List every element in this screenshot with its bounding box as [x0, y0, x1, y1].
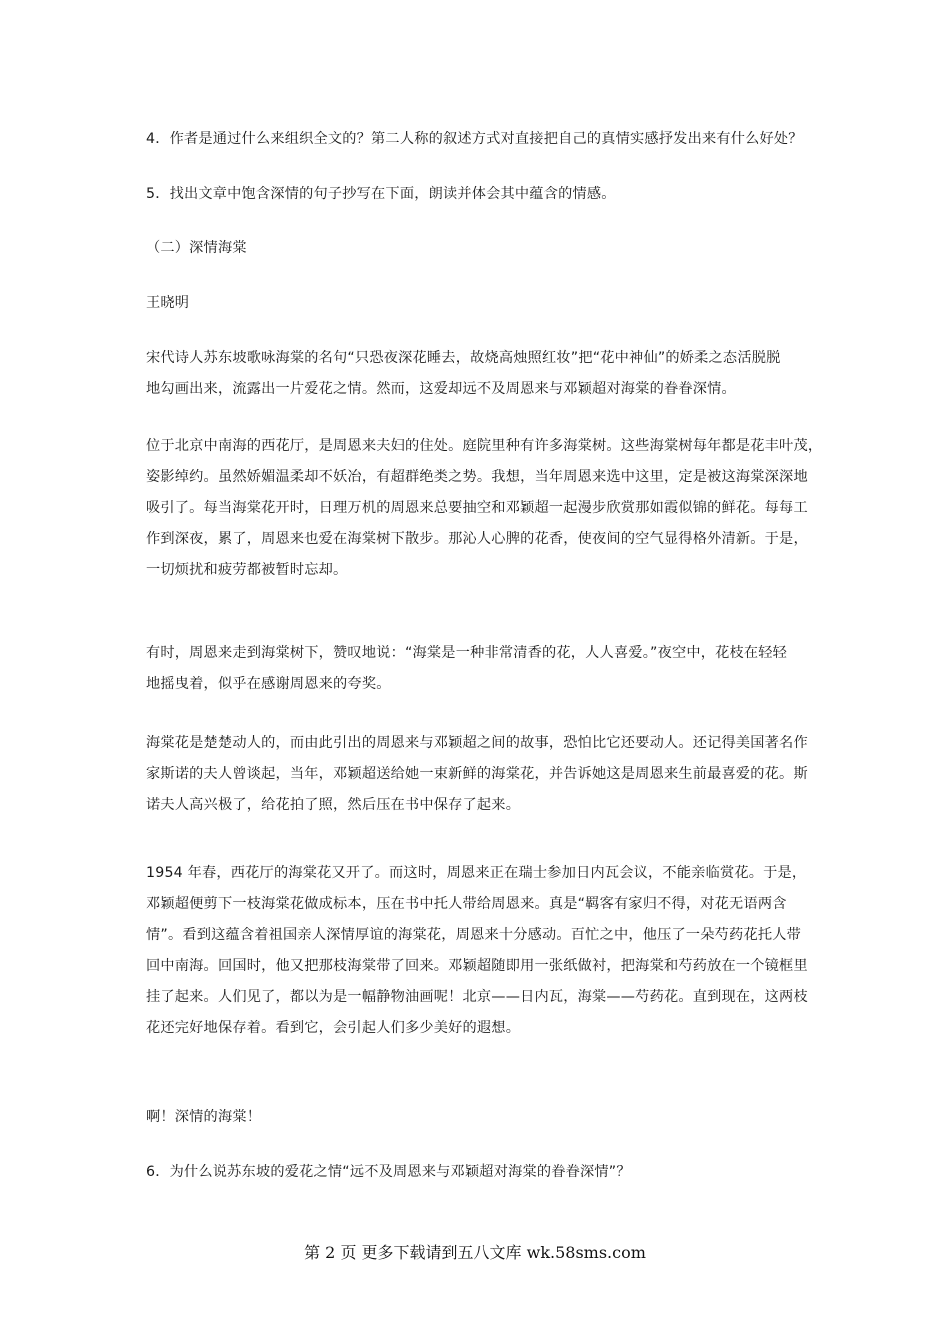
section-title: （二）深情海棠 — [146, 240, 247, 256]
paragraph-3: 有时，周恩来走到海棠树下，赞叹地说：“海棠是一种非常清香的花，人人喜爱。”夜空中，花枝在轻轻 地摇曳着，似乎在感谢周恩来的夸奖。 — [146, 645, 788, 692]
question-5: 5．找出文章中饱含深情的句子抄写在下面，朗读并体会其中蕴含的情感。 — [146, 186, 616, 202]
paragraph-5: 1954 年春，西花厅的海棠花又开了。而这时，周恩来正在瑞士参加日内瓦会议，不能亲临赏花。于是， 邓颖超便剪下一枝海棠花做成标本，压在书中托人带给周恩来。真是“羁客有家归不得，对花无语两含 情”。看到这蕴含着祖国亲人深情厚谊的海棠花，周恩来十分感动。百忙之中，他压了一朵芍药花托人带 回中南海。回国时，他又把那枝海棠带了回来。邓颖超随即用一张纸做衬，把海棠和芍药放在一个镜框里 挂了起来。人们见了，都以为是一幅静物油画呢！北京——日内瓦，海棠——芍药花。直到现在，这两枝 花还完好地保存着。看到它，会引起人们多少美好的遐想。 — [146, 865, 808, 1036]
paragraph-6: 啊！深情的海棠！ — [146, 1109, 262, 1125]
paragraph-2: 位于北京中南海的西花厅，是周恩来夫妇的住处。庭院里种有许多海棠树。这些海棠树每年都是花丰叶茂， 姿影绰约。虽然娇媚温柔却不妖冶，有超群绝类之势。我想，当年周恩来选中这里，定是被这海棠深深地 吸引了。每当海棠花开时，日理万机的周恩来总要抽空和邓颖超一起漫步欣赏那如霞似锦的鲜花。每每工 作到深夜，累了，周恩来也爱在海棠树下散步。那沁人心脾的花香，使夜间的空气显得格外清新。于是， 一切烦扰和疲劳都被暂时忘却。 — [146, 438, 823, 578]
question-4: 4．作者是通过什么来组织全文的？第二人称的叙述方式对直接把自己的真情实感抒发出来有什么好处？ — [146, 131, 803, 147]
page-footer: 第 2 页 更多下载请到五八文库 wk.58sms.com — [304, 1243, 646, 1262]
article-author: 王晓明 — [146, 295, 190, 311]
question-6: 6．为什么说苏东坡的爱花之情“远不及周恩来与邓颖超对海棠的眷眷深情”？ — [146, 1164, 631, 1180]
paragraph-4: 海棠花是楚楚动人的，而由此引出的周恩来与邓颖超之间的故事，恐怕比它还要动人。还记得美国著名作 家斯诺的夫人曾谈起，当年，邓颖超送给她一束新鲜的海棠花，并告诉她这是周恩来生前最喜爱的花。斯 诺夫人高兴极了，给花拍了照，然后压在书中保存了起来。 — [146, 735, 808, 813]
paragraph-1: 宋代诗人苏东坡歌咏海棠的名句“只恐夜深花睡去，故烧高烛照红妆”把“花中神仙”的娇柔之态活脱脱 地勾画出来，流露出一片爱花之情。然而，这爱却远不及周恩来与邓颖超对海棠的眷眷深情。 — [146, 350, 781, 397]
